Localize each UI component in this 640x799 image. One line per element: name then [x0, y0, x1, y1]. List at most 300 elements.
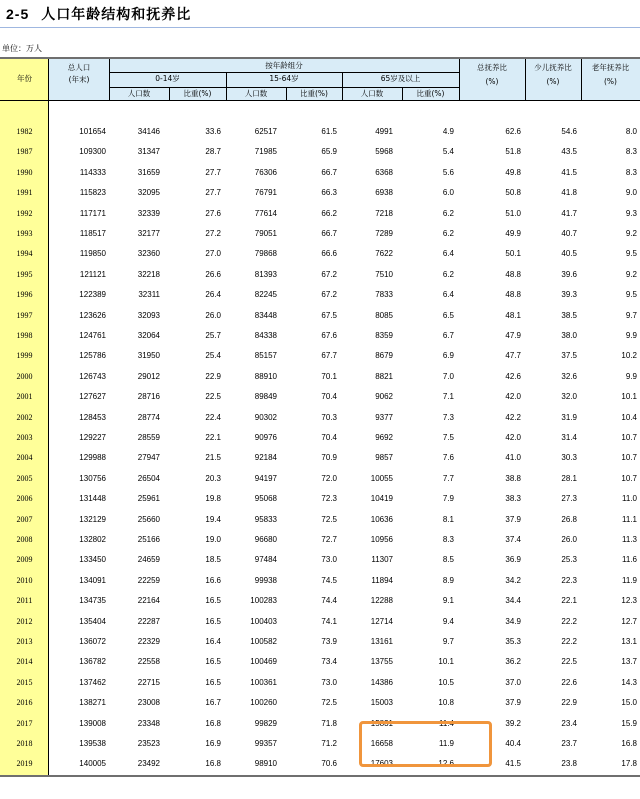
value-cell: 42.0	[505, 433, 521, 442]
value-cell: 27.3	[561, 494, 577, 504]
year-cell: 2019	[16, 759, 33, 769]
value-cell: 49.8	[505, 167, 521, 177]
value-cell: 97484	[254, 555, 277, 565]
value-cell: 70.1	[321, 371, 337, 381]
value-cell: 8.3	[442, 535, 454, 544]
value-cell: 72.3	[321, 494, 337, 504]
value-cell: 100361	[250, 677, 277, 687]
value-cell: 11.3	[622, 535, 637, 544]
value-cell: 16.5	[205, 616, 221, 626]
value-cell: 9377	[375, 412, 393, 422]
table-row	[0, 407, 640, 429]
value-cell: 67.7	[321, 351, 337, 361]
value-cell: 13.7	[621, 657, 637, 667]
value-cell: 131448	[79, 494, 106, 504]
value-cell: 117171	[79, 208, 106, 218]
year-cell: 2012	[16, 616, 33, 626]
value-cell: 73.0	[321, 677, 337, 687]
header-total: 总人口	[67, 63, 91, 72]
value-cell: 82245	[254, 290, 277, 300]
value-cell: 6.9	[442, 351, 454, 361]
header-0-14: 0-14岁	[155, 74, 180, 83]
table-row	[0, 264, 640, 286]
value-cell: 62.6	[505, 127, 521, 136]
year-cell: 1992	[16, 208, 33, 218]
value-cell: 125786	[79, 351, 106, 361]
value-cell: 16.5	[205, 596, 221, 606]
value-cell: 96680	[254, 535, 277, 544]
value-cell: 71.8	[321, 718, 337, 728]
value-cell: 135404	[79, 616, 106, 626]
value-cell: 134091	[79, 575, 106, 585]
value-cell: 6.4	[442, 290, 454, 300]
value-cell: 100403	[250, 616, 277, 626]
value-cell: 12714	[370, 616, 393, 626]
value-cell: 134735	[79, 596, 106, 606]
value-cell: 26.4	[205, 290, 221, 300]
value-cell: 10.4	[621, 412, 637, 422]
value-cell: 8.1	[442, 514, 454, 524]
value-cell: 51.8	[505, 147, 521, 157]
value-cell: 26.8	[561, 514, 577, 524]
value-cell: 114333	[79, 167, 106, 177]
table-number: 2-5	[6, 6, 30, 22]
value-cell: 12.7	[621, 616, 637, 626]
table-row	[0, 549, 640, 571]
value-cell: 28.1	[561, 473, 577, 483]
year-cell: 2005	[16, 473, 33, 483]
value-cell: 118517	[79, 229, 106, 238]
value-cell: 95068	[254, 494, 277, 504]
table-row	[0, 488, 640, 510]
table-row	[0, 509, 640, 531]
value-cell: 4.9	[442, 127, 454, 136]
value-cell: 6.2	[442, 269, 454, 279]
value-cell: 66.6	[321, 249, 337, 259]
value-cell: 11894	[371, 575, 393, 585]
value-cell: 38.8	[505, 473, 521, 483]
value-cell: 9.1	[442, 596, 454, 606]
value-cell: 10.8	[438, 698, 454, 708]
value-cell: 27.6	[205, 208, 221, 218]
value-cell: 139538	[79, 739, 106, 748]
value-cell: 119850	[79, 249, 106, 259]
value-cell: 16.5	[205, 677, 221, 687]
table-row	[0, 427, 640, 449]
year-cell: 2007	[16, 514, 33, 524]
year-cell: 2000	[16, 371, 33, 381]
table-row	[0, 611, 640, 633]
table-row	[0, 447, 640, 469]
value-cell: 100260	[250, 698, 277, 708]
value-cell: 32360	[137, 249, 160, 259]
value-cell: 139008	[79, 718, 106, 728]
year-cell: 1995	[16, 269, 33, 279]
value-cell: 32.0	[561, 392, 577, 402]
value-cell: 32.6	[561, 371, 577, 381]
value-cell: 7.1	[442, 392, 454, 402]
value-cell: 16.8	[205, 718, 221, 728]
value-cell: 23348	[137, 718, 160, 728]
value-cell: 8.3	[625, 167, 637, 177]
unit-label: 单位：万人	[2, 44, 42, 53]
header-ratio-3: 比重(%)	[416, 89, 445, 98]
year-cell: 1993	[16, 229, 33, 238]
value-cell: 70.6	[321, 759, 337, 769]
value-cell: 29012	[137, 371, 160, 381]
value-cell: 9.4	[442, 616, 454, 626]
value-cell: 11.0	[622, 494, 637, 504]
table-row	[0, 570, 640, 592]
value-cell: 72.7	[321, 535, 337, 544]
value-cell: 31.9	[561, 412, 577, 422]
value-cell: 127627	[79, 392, 106, 402]
value-cell: 39.3	[561, 290, 577, 300]
value-cell: 39.6	[561, 269, 577, 279]
value-cell: 54.6	[561, 127, 577, 136]
value-cell: 7.3	[442, 412, 454, 422]
value-cell: 70.4	[321, 392, 337, 402]
year-cell: 2002	[16, 412, 33, 422]
value-cell: 95833	[254, 514, 277, 524]
value-cell: 41.5	[505, 759, 521, 769]
title-divider	[0, 27, 640, 28]
value-cell: 6.0	[442, 188, 454, 198]
year-cell: 1996	[16, 290, 33, 300]
header-rule-subcols	[109, 87, 459, 88]
value-cell: 122389	[79, 290, 106, 300]
value-cell: 6.4	[442, 249, 454, 259]
value-cell: 100469	[250, 657, 277, 667]
value-cell: 25.3	[561, 555, 577, 565]
value-cell: 89849	[254, 392, 277, 402]
year-cell: 1982	[16, 127, 33, 136]
value-cell: 90976	[254, 433, 277, 442]
value-cell: 22558	[137, 657, 160, 667]
highlight-box	[359, 718, 492, 767]
value-cell: 34.2	[505, 575, 521, 585]
value-cell: 41.7	[561, 208, 577, 218]
value-cell: 22.9	[205, 371, 221, 381]
value-cell: 66.2	[321, 208, 337, 218]
value-cell: 16.7	[205, 698, 221, 708]
value-cell: 38.5	[561, 310, 577, 320]
value-cell: 39.2	[505, 718, 521, 728]
year-cell: 2010	[16, 575, 33, 585]
value-cell: 133450	[79, 555, 106, 565]
value-cell: 70.4	[321, 433, 337, 442]
value-cell: 10636	[370, 514, 393, 524]
value-cell: 109300	[79, 147, 106, 157]
year-cell: 2011	[16, 596, 33, 606]
value-cell: 6368	[375, 167, 393, 177]
value-cell: 136072	[79, 637, 106, 646]
value-cell: 41.8	[561, 188, 577, 198]
value-cell: 34146	[137, 127, 160, 136]
value-cell: 7.9	[442, 494, 454, 504]
value-cell: 38.3	[505, 494, 521, 504]
value-cell: 11.9	[622, 575, 637, 585]
value-cell: 73.9	[321, 637, 337, 646]
value-cell: 50.8	[505, 188, 521, 198]
value-cell: 37.9	[505, 514, 521, 524]
value-cell: 48.8	[505, 269, 521, 279]
value-cell: 25.4	[205, 351, 221, 361]
table-row	[0, 203, 640, 225]
value-cell: 7.7	[442, 473, 454, 483]
value-cell: 124761	[79, 331, 106, 340]
value-cell: 11.1	[622, 514, 637, 524]
value-cell: 10.7	[621, 433, 637, 442]
value-cell: 32095	[137, 188, 160, 198]
value-cell: 27.7	[205, 167, 221, 177]
value-cell: 27.2	[205, 229, 221, 238]
table-row	[0, 692, 640, 714]
value-cell: 9692	[375, 433, 393, 442]
value-cell: 30.3	[561, 453, 577, 463]
table-row	[0, 223, 640, 245]
value-cell: 79051	[254, 229, 277, 238]
value-cell: 71.2	[321, 739, 337, 748]
value-cell: 74.5	[321, 575, 337, 585]
value-cell: 67.2	[321, 269, 337, 279]
value-cell: 22.4	[205, 412, 221, 422]
value-cell: 26.6	[205, 269, 221, 279]
year-cell: 2016	[16, 698, 33, 708]
value-cell: 8359	[375, 331, 393, 340]
year-cell: 2006	[16, 494, 33, 504]
value-cell: 7622	[375, 249, 393, 259]
value-cell: 34.4	[505, 596, 521, 606]
header-divider	[459, 59, 460, 100]
value-cell: 123626	[79, 310, 106, 320]
value-cell: 38.0	[561, 331, 577, 340]
value-cell: 115823	[79, 188, 106, 198]
value-cell: 22164	[137, 596, 160, 606]
value-cell: 23492	[137, 759, 160, 769]
value-cell: 6.7	[442, 331, 454, 340]
value-cell: 70.9	[321, 453, 337, 463]
value-cell: 33.6	[205, 127, 221, 136]
value-cell: 7.6	[442, 453, 454, 463]
value-cell: 4991	[375, 127, 393, 136]
header-count-2: 人口数	[244, 89, 268, 98]
value-cell: 31659	[137, 167, 160, 177]
value-cell: 138271	[79, 698, 106, 708]
value-cell: 10055	[370, 473, 393, 483]
value-cell: 12.3	[621, 596, 637, 606]
year-cell: 1994	[16, 249, 33, 259]
value-cell: 16.8	[621, 739, 637, 748]
value-cell: 15831	[370, 718, 393, 728]
table-row	[0, 590, 640, 612]
value-cell: 28559	[137, 433, 160, 442]
value-cell: 9.2	[625, 229, 637, 238]
value-cell: 140005	[79, 759, 106, 769]
value-cell: 8085	[375, 310, 393, 320]
value-cell: 126743	[79, 371, 106, 381]
value-cell: 43.5	[561, 147, 577, 157]
value-cell: 13755	[370, 657, 393, 667]
value-cell: 23.8	[561, 759, 577, 769]
value-cell: 9062	[375, 392, 393, 402]
year-cell: 2004	[16, 453, 33, 463]
value-cell: 36.2	[505, 657, 521, 667]
value-cell: 23008	[137, 698, 160, 708]
value-cell: 9.9	[625, 371, 637, 381]
value-cell: 16658	[370, 739, 393, 748]
value-cell: 77614	[254, 208, 277, 218]
value-cell: 28.7	[205, 147, 221, 157]
value-cell: 11.4	[439, 718, 454, 728]
value-cell: 25166	[137, 535, 160, 544]
table-row	[0, 182, 640, 204]
header-total-dependency: 总抚养比	[477, 63, 507, 72]
year-cell: 2015	[16, 677, 33, 687]
year-cell: 2009	[16, 555, 33, 565]
page-title	[6, 4, 191, 24]
value-cell: 37.4	[505, 535, 521, 544]
header-total-dependency-unit: (%)	[485, 77, 499, 86]
header-divider	[581, 59, 582, 100]
value-cell: 16.8	[205, 759, 221, 769]
value-cell: 94197	[254, 473, 277, 483]
value-cell: 67.6	[321, 331, 337, 340]
value-cell: 9.5	[625, 290, 637, 300]
value-cell: 47.7	[505, 351, 521, 361]
value-cell: 17603	[370, 759, 393, 769]
table-row	[0, 284, 640, 306]
year-cell: 1998	[16, 331, 33, 340]
value-cell: 129227	[79, 433, 106, 442]
value-cell: 37.0	[505, 677, 521, 687]
value-cell: 6.2	[442, 208, 454, 218]
value-cell: 22287	[137, 616, 160, 626]
value-cell: 15.0	[621, 698, 637, 708]
header-divider	[286, 87, 287, 100]
value-cell: 136782	[79, 657, 106, 667]
table-row	[0, 753, 640, 775]
value-cell: 88910	[254, 371, 277, 381]
value-cell: 7833	[375, 290, 393, 300]
value-cell: 23.4	[561, 718, 577, 728]
value-cell: 8821	[375, 371, 393, 381]
value-cell: 16.5	[205, 657, 221, 667]
value-cell: 66.3	[321, 188, 337, 198]
value-cell: 28774	[137, 412, 160, 422]
value-cell: 121121	[79, 269, 106, 279]
table-row	[0, 325, 640, 347]
value-cell: 8.0	[625, 127, 637, 136]
value-cell: 62517	[254, 127, 277, 136]
value-cell: 76306	[254, 167, 277, 177]
value-cell: 66.7	[321, 167, 337, 177]
value-cell: 71985	[254, 147, 277, 157]
value-cell: 41.5	[561, 167, 577, 177]
header-15-64: 15-64岁	[269, 74, 299, 83]
value-cell: 14386	[370, 677, 393, 687]
value-cell: 74.4	[321, 596, 337, 606]
value-cell: 92184	[254, 453, 277, 463]
header-old-dependency: 老年抚养比	[591, 63, 630, 72]
table-title: 人口年龄结构和抚养比	[41, 7, 192, 23]
value-cell: 5.4	[442, 147, 454, 157]
header-child-dependency-unit: (%)	[546, 77, 560, 86]
table-row	[0, 651, 640, 673]
value-cell: 23.7	[561, 739, 577, 748]
value-cell: 10.7	[621, 453, 637, 463]
year-cell: 1997	[16, 310, 33, 320]
value-cell: 72.0	[321, 473, 337, 483]
value-cell: 32177	[137, 229, 160, 238]
value-cell: 11307	[371, 555, 393, 565]
header-bottom-rule	[0, 100, 640, 101]
value-cell: 31.4	[561, 433, 577, 442]
header-rule-agegroup	[109, 72, 459, 73]
year-cell: 2008	[16, 535, 33, 544]
value-cell: 66.7	[321, 229, 337, 238]
value-cell: 99357	[254, 739, 277, 748]
value-cell: 47.9	[505, 331, 521, 340]
value-cell: 12288	[370, 596, 393, 606]
value-cell: 23523	[137, 739, 160, 748]
value-cell: 22.9	[561, 698, 577, 708]
value-cell: 27.7	[205, 188, 221, 198]
value-cell: 9.7	[442, 637, 454, 646]
table-row	[0, 733, 640, 755]
value-cell: 19.8	[205, 494, 221, 504]
value-cell: 132802	[79, 535, 106, 544]
value-cell: 17.8	[621, 759, 637, 769]
value-cell: 8.5	[442, 555, 454, 565]
table-row	[0, 141, 640, 163]
value-cell: 16.4	[205, 637, 221, 646]
year-cell: 2014	[16, 657, 33, 667]
value-cell: 73.0	[321, 555, 337, 565]
value-cell: 9.7	[625, 310, 637, 320]
value-cell: 99938	[254, 575, 277, 585]
value-cell: 99829	[254, 718, 277, 728]
value-cell: 42.0	[505, 392, 521, 402]
header-age-group: 按年龄组分	[265, 61, 303, 70]
value-cell: 40.4	[505, 739, 521, 748]
value-cell: 100582	[250, 637, 277, 646]
value-cell: 16.6	[205, 575, 221, 585]
value-cell: 22.1	[561, 596, 577, 606]
table-row	[0, 243, 640, 265]
value-cell: 128453	[79, 412, 106, 422]
value-cell: 73.4	[321, 657, 337, 667]
value-cell: 5968	[375, 147, 393, 157]
header-65plus: 65岁及以上	[380, 74, 421, 83]
value-cell: 50.1	[505, 249, 521, 259]
value-cell: 25961	[137, 494, 160, 504]
value-cell: 9.0	[625, 188, 637, 198]
year-cell: 2013	[16, 637, 33, 646]
value-cell: 19.4	[205, 514, 221, 524]
value-cell: 10419	[370, 494, 393, 504]
value-cell: 74.1	[321, 616, 337, 626]
value-cell: 76791	[254, 188, 277, 198]
value-cell: 22.6	[561, 677, 577, 687]
value-cell: 98910	[254, 759, 277, 769]
year-cell: 1987	[16, 147, 33, 157]
year-cell: 2017	[16, 718, 33, 728]
value-cell: 27947	[137, 453, 160, 463]
value-cell: 129988	[79, 453, 106, 463]
value-cell: 5.6	[442, 167, 454, 177]
year-cell: 1991	[16, 188, 33, 198]
